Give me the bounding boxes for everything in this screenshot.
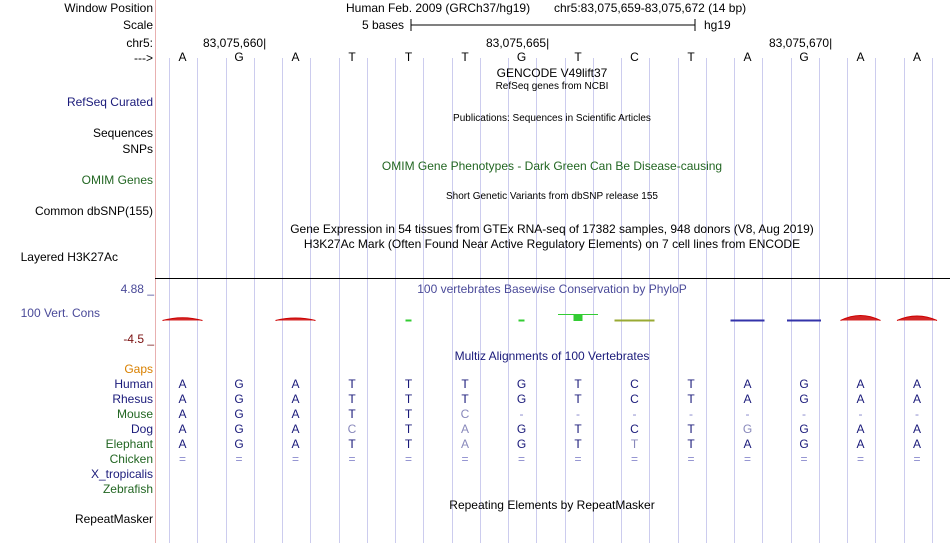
sequence-base: T	[461, 50, 469, 64]
alignment-base: T	[687, 392, 695, 406]
species-label-zebrafish[interactable]: Zebrafish	[102, 482, 153, 496]
alignment-base: G	[799, 392, 809, 406]
alignment-base: -	[689, 407, 693, 421]
alignment-base: A	[856, 392, 865, 406]
alignment-base: T	[348, 437, 356, 451]
alignment-base: A	[912, 377, 921, 391]
alignment-base: T	[348, 407, 356, 421]
alignment-base: G	[234, 377, 244, 391]
sequence-base: T	[687, 50, 695, 64]
sequence-base: T	[404, 50, 413, 64]
phylop-peak	[163, 318, 203, 321]
alignment-base: A	[743, 437, 752, 451]
dbsnp-title: Short Genetic Variants from dbSNP release 155	[446, 191, 658, 202]
alignment-base: T	[404, 377, 413, 391]
coord-tick-1: 83,075,660|	[203, 36, 267, 50]
phylop-dip	[731, 320, 765, 322]
alignment-base: A	[743, 392, 752, 406]
alignment-base: G	[516, 437, 527, 451]
phylop-dip	[787, 320, 821, 322]
species-label-human[interactable]: Human	[114, 377, 153, 391]
track-label-h3k27ac[interactable]: Layered H3K27Ac	[20, 250, 118, 264]
alignment-base: -	[915, 407, 919, 421]
alignment-base: -	[745, 407, 750, 421]
alignment-base: T	[404, 422, 413, 436]
alignment-base: C	[630, 392, 639, 406]
sequence-base: C	[630, 50, 639, 64]
alignment-base: G	[799, 437, 809, 451]
phylop-max-label: 4.88 _	[120, 282, 154, 296]
alignment-base: T	[574, 422, 582, 436]
alignment-base: T	[687, 377, 695, 391]
alignment-base: A	[178, 392, 187, 406]
species-label-elephant[interactable]: Elephant	[105, 437, 153, 451]
repeatmasker-title: Repeating Elements by RepeatMasker	[449, 498, 655, 512]
phylop-min-label: -4.5 _	[123, 332, 154, 346]
alignment-base: A	[743, 377, 752, 391]
alignment-base: -	[519, 407, 524, 421]
phylop-peak	[897, 316, 937, 320]
coord-tick-2: 83,075,665|	[486, 36, 550, 50]
alignment-base: A	[291, 407, 300, 421]
track-label-omim[interactable]: OMIM Genes	[81, 173, 153, 187]
alignment-base: A	[291, 392, 300, 406]
alignment-base: T	[404, 392, 413, 406]
sequence-base: A	[178, 50, 187, 64]
assembly-name: Human Feb. 2009 (GRCh37/hg19)	[346, 1, 531, 15]
publications-title: Publications: Sequences in Scientific Articles	[453, 113, 651, 124]
alignment-base: =	[404, 452, 412, 466]
alignment-base: T	[461, 377, 469, 391]
track-label-sequences[interactable]: Sequences	[92, 126, 153, 140]
alignment-base: A	[856, 437, 865, 451]
phylop-title: 100 vertebrates Basewise Conservation by PhyloP	[417, 282, 687, 296]
alignment-base: -	[632, 407, 637, 421]
alignment-base: G	[799, 422, 809, 436]
strand-label: --->	[134, 51, 153, 65]
alignment-base: =	[461, 452, 469, 466]
alignment-base: =	[291, 452, 299, 466]
h3k27ac-title: H3K27Ac Mark (Often Found Near Active Regulatory Elements) on 7 cell lines from ENCODE	[303, 237, 801, 251]
species-label-dog[interactable]: Dog	[130, 422, 153, 436]
alignment-base: =	[630, 452, 638, 466]
alignment-base: T	[630, 437, 639, 451]
sequence-base: G	[516, 50, 527, 64]
species-label-chicken[interactable]: Chicken	[109, 452, 153, 466]
phylop-dip	[406, 320, 412, 322]
alignment-base: T	[574, 392, 582, 406]
alignment-base: T	[348, 377, 356, 391]
alignment-base: -	[858, 407, 863, 421]
alignment-base: A	[178, 437, 187, 451]
coord-tick-3: 83,075,670|	[769, 36, 833, 50]
alignment-base: =	[800, 452, 808, 466]
scale-db: hg19	[704, 18, 731, 32]
alignment-base: =	[574, 452, 582, 466]
alignment-base: G	[234, 407, 244, 421]
alignment-base: A	[460, 437, 469, 451]
alignment-base: C	[460, 407, 470, 421]
track-label-cons[interactable]: 100 Vert. Cons	[20, 306, 100, 320]
alignment-base: G	[516, 392, 527, 406]
scale-bar	[410, 17, 698, 33]
alignment-base: C	[630, 377, 639, 391]
refseq-title: RefSeq genes from NCBI	[495, 81, 609, 92]
alignment-base: T	[687, 437, 695, 451]
alignment-base: A	[178, 377, 187, 391]
sequence-base: A	[743, 50, 752, 64]
alignment-base: G	[516, 422, 527, 436]
chrom-label: chr5:	[126, 36, 153, 50]
track-label-snps[interactable]: SNPs	[122, 142, 153, 156]
alignment-base: G	[234, 437, 244, 451]
phylop-dip	[615, 320, 655, 322]
alignment-base: G	[742, 422, 753, 436]
alignment-base: A	[178, 422, 187, 436]
alignment-base: =	[743, 452, 751, 466]
track-label-refseq[interactable]: RefSeq Curated	[66, 95, 153, 109]
alignment-base: A	[291, 377, 300, 391]
phylop-dip	[519, 320, 525, 322]
window-position: chr5:83,075,659-83,075,672 (14 bp)	[554, 1, 747, 15]
scale-label: Scale	[122, 18, 153, 32]
alignment-base: -	[802, 407, 806, 421]
alignment-base: A	[856, 377, 865, 391]
track-label-repeatmasker[interactable]: RepeatMasker	[74, 512, 153, 526]
sequence-base: A	[856, 50, 865, 64]
sequence-base: A	[291, 50, 300, 64]
sequence-base: G	[799, 50, 809, 64]
alignment-base: G	[234, 392, 244, 406]
alignment-base: G	[234, 422, 244, 436]
phylop-graph	[163, 315, 938, 322]
species-label-mouse[interactable]: Mouse	[116, 407, 153, 421]
alignment-base: A	[912, 437, 921, 451]
alignment-base: =	[913, 452, 921, 466]
alignment-base: C	[347, 422, 357, 436]
alignment-base: =	[178, 452, 186, 466]
sequence-base: T	[574, 50, 582, 64]
species-label-rhesus[interactable]: Rhesus	[112, 392, 153, 406]
alignment-base: =	[517, 452, 525, 466]
alignment-base: T	[404, 407, 413, 421]
alignment-base: -	[576, 407, 580, 421]
phylop-peak	[558, 315, 598, 321]
alignment-base: =	[235, 452, 243, 466]
sequence-base: A	[912, 50, 921, 64]
alignment-base: G	[516, 377, 527, 391]
sequence-base: T	[348, 50, 356, 64]
alignment-base: G	[799, 377, 809, 391]
alignment-base: A	[460, 422, 469, 436]
track-label-gaps[interactable]: Gaps	[124, 362, 153, 376]
alignment-base: T	[574, 377, 582, 391]
alignment-base: A	[291, 437, 300, 451]
alignment-base: T	[348, 392, 356, 406]
omim-title: OMIM Gene Phenotypes - Dark Green Can Be Disease-causing	[381, 159, 723, 173]
sequence-base: G	[234, 50, 244, 64]
phylop-peak	[841, 315, 881, 320]
alignment-base: =	[687, 452, 695, 466]
alignment-base: C	[630, 422, 639, 436]
alignment-base: =	[348, 452, 356, 466]
alignment-base: =	[856, 452, 864, 466]
scale-bases: 5 bases	[362, 18, 405, 32]
gencode-title: GENCODE V49lift37	[496, 66, 608, 80]
gtex-title: Gene Expression in 54 tissues from GTEx RNA-seq of 17382 samples, 948 donors (V8, Aug 2019)	[290, 222, 814, 236]
alignment-base: T	[574, 437, 582, 451]
alignment-base: A	[291, 422, 300, 436]
window-position-label: Window Position	[64, 1, 153, 15]
alignment-base: A	[178, 407, 187, 421]
track-label-dbsnp[interactable]: Common dbSNP(155)	[34, 204, 153, 218]
alignment-base: T	[461, 392, 469, 406]
alignment-base: T	[404, 437, 413, 451]
alignment-base: A	[912, 422, 921, 436]
alignment-base: A	[912, 392, 921, 406]
alignment-base: T	[687, 422, 695, 436]
phylop-peak	[276, 318, 316, 321]
multiz-title: Multiz Alignments of 100 Vertebrates	[454, 349, 650, 363]
species-label-x_tropicalis[interactable]: X_tropicalis	[90, 467, 153, 481]
alignment-base: A	[856, 422, 865, 436]
